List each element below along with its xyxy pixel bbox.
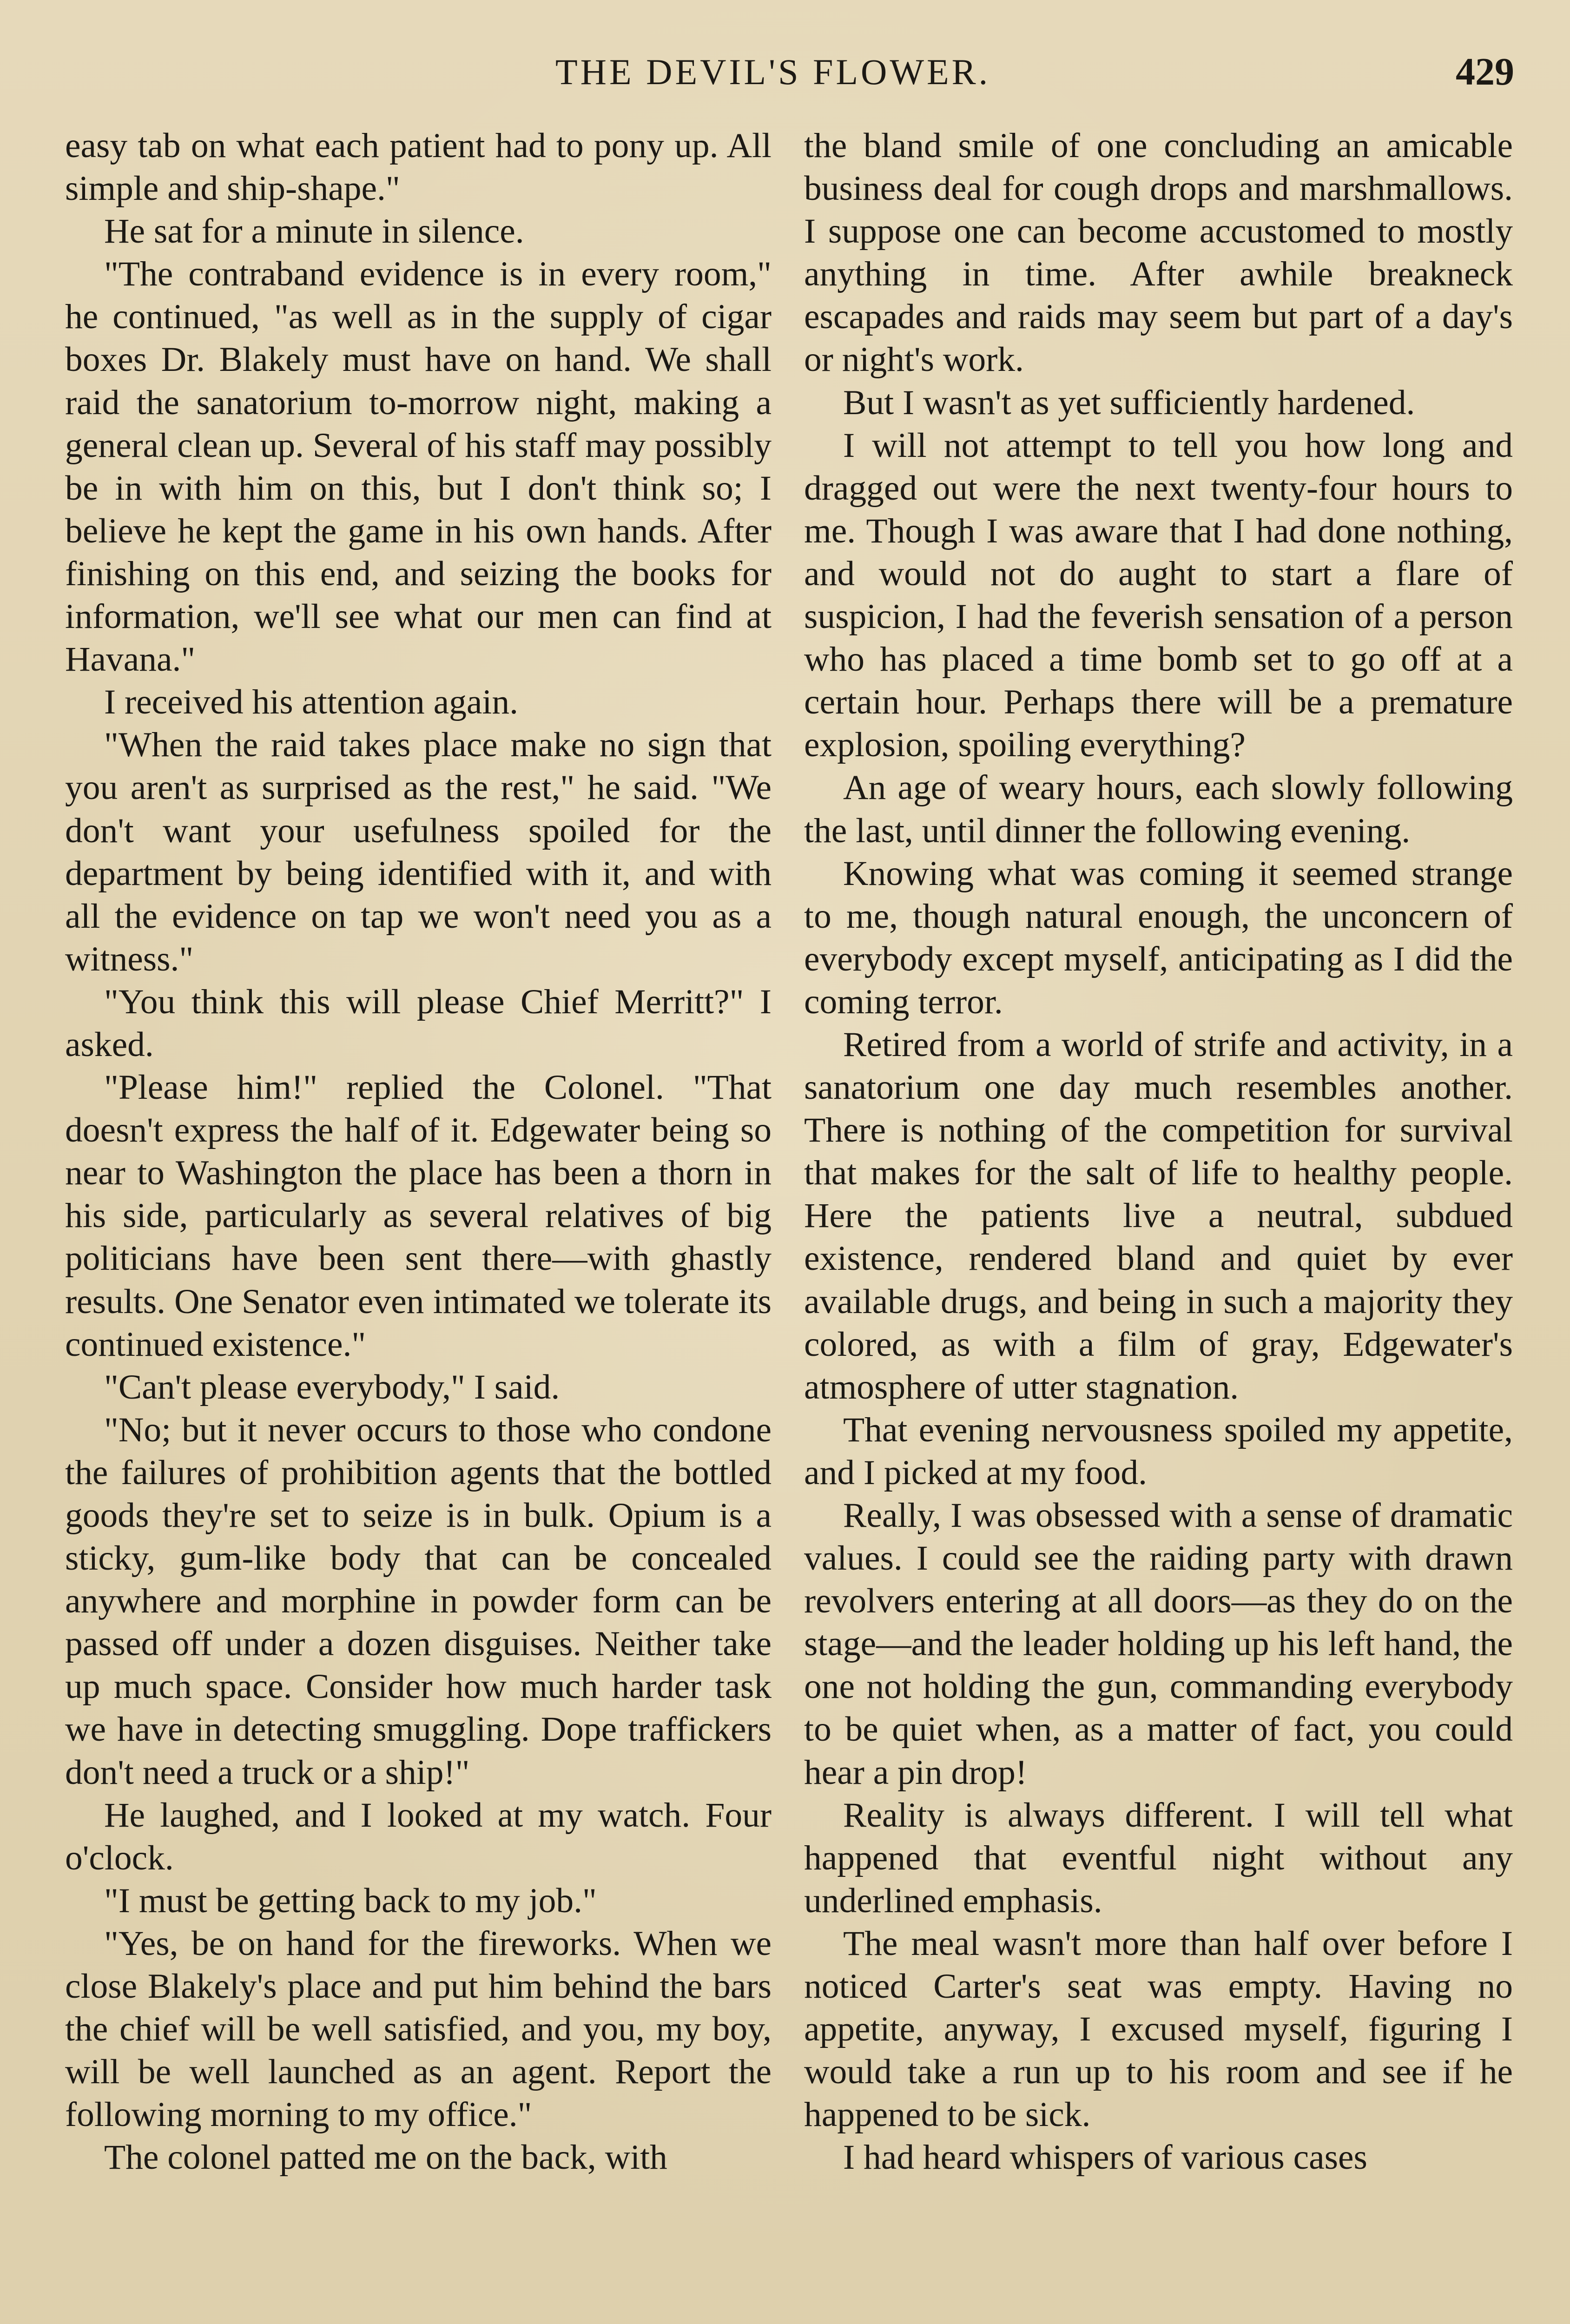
running-title: THE DEVIL'S FLOWER.	[555, 52, 991, 92]
paragraph: "Yes, be on hand for the fireworks. When we close Blakely's place and put him behind the bars the chief will be well satisfied, and you, my boy, will be well launched as an agent. Report the following morning to my office."	[65, 1924, 772, 2134]
paragraph: That evening nervousness spoiled my appetite, and I picked at my food.	[804, 1410, 1513, 1492]
paragraph: I had heard whispers of various cases	[843, 2138, 1367, 2177]
paragraph: "Please him!" replied the Colonel. "That doesn't express the half of it. Edgewater being so near to Washington the place has been a thorn in his side, particularly as several relatives of big politicians have been sent there—with ghastly results. One Senator even intimated we tolerate its continued existence."	[65, 1068, 772, 1364]
paragraph: "Can't please everybody," I said.	[104, 1367, 560, 1406]
paragraph: Knowing what was coming it seemed strange to me, though natural enough, the unconcern of everybody except myself, anticipating as I did the coming terror.	[804, 854, 1513, 1021]
paragraph: The colonel patted me on the back, with	[104, 2138, 667, 2177]
paragraph: Reality is always different. I will tell what happened that eventful night without any underlined emphasis.	[804, 1796, 1513, 1920]
paragraph: But I wasn't as yet sufficiently hardened.	[843, 383, 1415, 422]
left-column	[65, 125, 772, 2179]
paragraph: "When the raid takes place make no sign that you aren't as surprised as the rest," he said. "We don't want your usefulness spoiled for the department by being identified with it, and with all the evidence on tap we won't need you as a witness."	[65, 726, 772, 978]
running-head	[0, 44, 1570, 100]
paragraph: He laughed, and I looked at my watch. Four o'clock.	[65, 1796, 772, 1877]
paragraph: Retired from a world of strife and activity, in a sanatorium one day much resembles another. There is nothing of the competition for survival that makes for the salt of life to healthy people. Here the patients live a neutral, subdued existence, rendered bland and quiet by ever available drugs, and being in such a majority they colored, as with a film of gray, Edgewater's atmosphere of utter stagnation.	[804, 1025, 1513, 1406]
paragraph: I will not attempt to tell you how long and dragged out were the next twenty-four hours to me. Though I was aware that I had done nothing, and would not do aught to start a flare of suspicion, I had the feverish sensation of a person who has placed a time bomb set to go off at a certain hour. Perhaps there will be a premature explosion, spoiling everything?	[804, 426, 1513, 765]
paragraph: The meal wasn't more than half over before I noticed Carter's seat was empty. Having no appetite, anyway, I excused myself, figuring I would take a run up to his room and see if he happened to be sick.	[804, 1924, 1513, 2134]
paragraph: easy tab on what each patient had to pony up. All simple and ship-shape."	[65, 126, 772, 208]
paragraph: "You think this will please Chief Merritt?" I asked.	[65, 982, 772, 1064]
paragraph: "I must be getting back to my job."	[104, 1881, 597, 1920]
paragraph: An age of weary hours, each slowly following the last, until dinner the following evening.	[804, 768, 1513, 850]
paragraph: I received his attention again.	[104, 683, 518, 722]
page-number: 429	[1456, 50, 1514, 93]
paragraph: Really, I was obsessed with a sense of dramatic values. I could see the raiding party with drawn revolvers entering at all doors—as they do on the stage—and the leader holding up his left hand, the one not holding the gun, commanding everybody to be quiet when, as a matter of fact, you could hear a pin drop!	[804, 1496, 1513, 1792]
paragraph: "The contraband evidence is in every room," he continued, "as well as in the supply of cigar boxes Dr. Blakely must have on hand. We shall raid the sanatorium to-morrow night, making a general clean up. Several of his staff may possibly be in with him on this, but I don't think so; I believe he kept the game in his own hands. After finishing on this end, and seizing the books for information, we'll see what our men can find at Havana."	[65, 255, 772, 679]
paragraph: the bland smile of one concluding an amicable business deal for cough drops and marshmallows. I suppose one can become accustomed to mostly anything in time. After awhile breakneck escapades and raids may seem but part of a day's or night's work.	[804, 126, 1513, 379]
paragraph: He sat for a minute in silence.	[104, 212, 524, 251]
right-column	[804, 125, 1513, 2179]
paragraph: "No; but it never occurs to those who condone the failures of prohibition agents that the bottled goods they're set to seize is in bulk. Opium is a sticky, gum-like body that can be concealed anywhere and morphine in powder form can be passed off under a dozen disguises. Neither take up much space. Consider how much harder task we have in detecting smuggling. Dope traffickers don't need a truck or a ship!"	[65, 1410, 772, 1792]
